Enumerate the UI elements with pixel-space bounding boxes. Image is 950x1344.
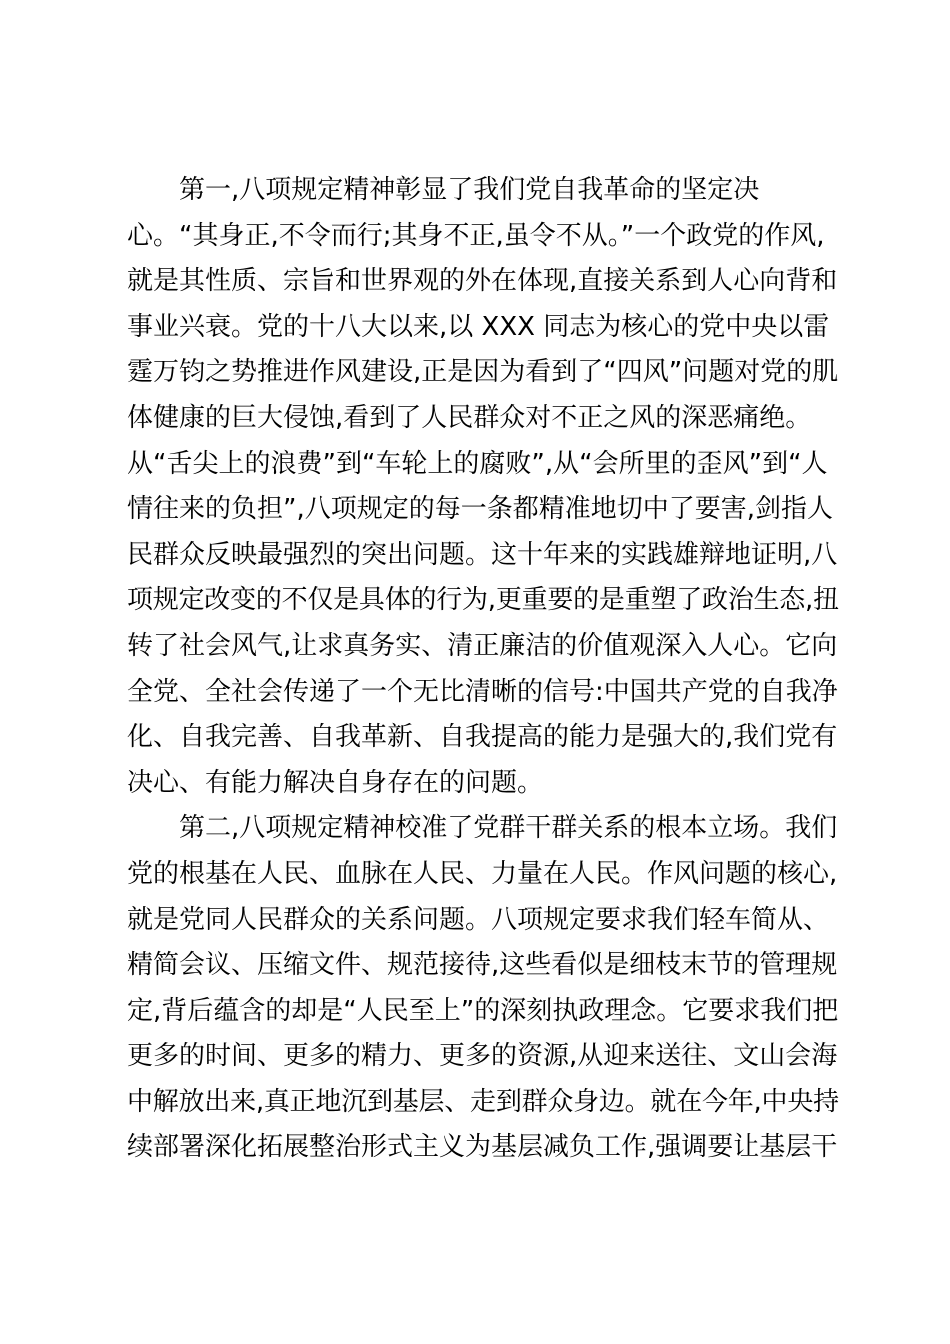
paragraph-1-line-12: 全党、全社会传递了一个无比清晰的信号:中国共产党的自我净 — [127, 676, 838, 707]
paragraph-1-line-4: 事业兴衰。党的十八大以来,以 XXX 同志为核心的党中央以雷 — [127, 311, 830, 342]
paragraph-1-line-10: 项规定改变的不仅是具体的行为,更重要的是重塑了政治生态,扭 — [127, 585, 839, 616]
paragraph-1-line-7: 从“舌尖上的浪费”到“车轮上的腐败”,从“会所里的歪风”到“人 — [127, 448, 828, 479]
paragraph-1-line-1: 第一,八项规定精神彰显了我们党自我革命的坚定决 — [179, 175, 760, 205]
paragraph-1-line-11: 转了社会风气,让求真务实、清正廉洁的价值观深入人心。它向 — [127, 630, 838, 661]
paragraph-1-line-14: 决心、有能力解决自身存在的问题。 — [127, 767, 544, 798]
body-text — [127, 168, 837, 1171]
paragraph-2-line-8: 续部署深化拓展整治形式主义为基层减负工作,强调要让基层干 — [127, 1132, 838, 1163]
paragraph-1-line-9: 民群众反映最强烈的突出问题。这十年来的实践雄辩地证明,八 — [127, 539, 838, 570]
paragraph-2-line-2: 党的根基在人民、血脉在人民、力量在人民。作风问题的核心, — [127, 858, 838, 889]
paragraph-2-line-3: 就是党同人民群众的关系问题。八项规定要求我们轻车简从、 — [127, 904, 830, 935]
paragraph-1-line-13: 化、自我完善、自我革新、自我提高的能力是强大的,我们党有 — [127, 722, 838, 753]
paragraph-2-line-5: 定,背后蕴含的却是“人民至上”的深刻执政理念。它要求我们把 — [127, 995, 839, 1026]
paragraph-1-line-3: 就是其性质、宗旨和世界观的外在体现,直接关系到人心向背和 — [127, 266, 838, 297]
paragraph-1-line-8: 情往来的负担”,八项规定的每一条都精准地切中了要害,剑指人 — [127, 494, 833, 525]
paragraph-1-line-6: 体健康的巨大侵蚀,看到了人民群众对不正之风的深恶痛绝。 — [127, 402, 812, 433]
paragraph-2-line-4: 精简会议、压缩文件、规范接待,这些看似是细枝末节的管理规 — [127, 950, 838, 981]
paragraph-2-line-6: 更多的时间、更多的精力、更多的资源,从迎来送往、文山会海 — [127, 1041, 838, 1072]
paragraph-1-line-5: 霆万钧之势推进作风建设,正是因为看到了“四风”问题对党的肌 — [127, 357, 839, 388]
paragraph-2-line-1: 第二,八项规定精神校准了党群干群关系的根本立场。我们 — [179, 813, 838, 844]
paragraph-1-line-2: 心。“其身正,不令而行;其身不正,虽令不从。”一个政党的作风, — [127, 220, 825, 251]
paragraph-2-line-7: 中解放出来,真正地沉到基层、走到群众身边。就在今年,中央持 — [127, 1086, 839, 1117]
